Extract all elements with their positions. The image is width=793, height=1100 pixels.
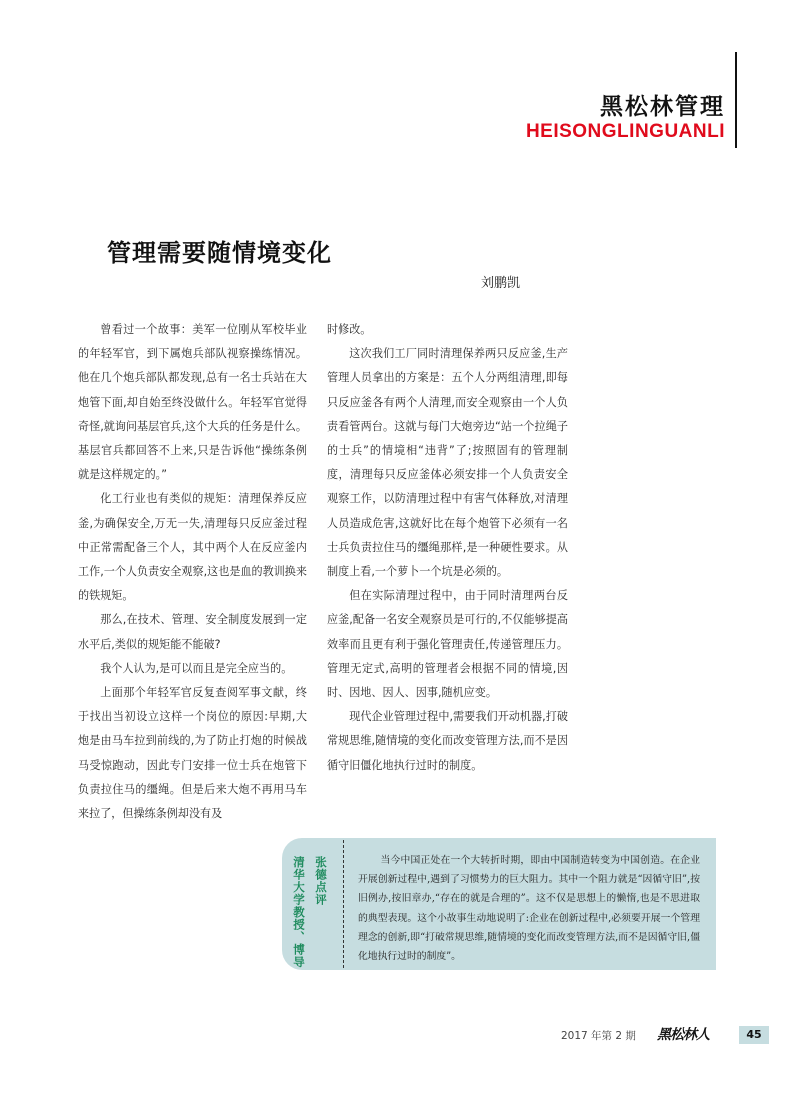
paragraph: 但在实际清理过程中，由于同时清理两台反应釜,配备一名安全观察员是可行的,不仅能够提高效率而且更有利于强化管理责任,传递管理压力。管理无定式,高明的管理者会根据不同的情境,因时、因地、因人、因事,随机应变。 <box>327 589 568 700</box>
page-footer <box>561 1026 771 1044</box>
comment-text: 当今中国正处在一个大转折时期，即由中国制造转变为中国创造。在企业开展创新过程中,遇到了习惯势力的巨大阻力。其中一个阻力就是“因循守旧”,按旧例办,按旧章办,“存在的就是合理的”。这不仅是思想上的懒惰,也是不思进取的典型表现。这个小故事生动地说明了:企业在创新过程中,必须要开展一个管理理念的创新,即“打破常规思维,随情境的变化而改变管理方法,而不是因循守旧,僵化地执行过时的制度”。 <box>358 855 700 963</box>
right-column <box>327 318 568 778</box>
section-rule <box>735 52 737 148</box>
paragraph: 那么,在技术、管理、安全制度发展到一定水平后,类似的规矩能不能破? <box>78 613 307 651</box>
comment-reviewer <box>289 856 337 969</box>
paragraph: 曾看过一个故事：美军一位刚从军校毕业的年轻军官，到下属炮兵部队视察操练情况。他在几个炮兵部队都发现,总有一名士兵站在大炮管下面,却自始至终没做什么。年轻军官觉得奇怪,就询问基层官兵,这个大兵的任务是什么。基层官兵都回答不上来,只是告诉他“操练条例就是这样规定的。” <box>78 323 307 482</box>
section-title: 黑松林管理 <box>600 94 725 120</box>
paragraph: 化工行业也有类似的规矩：清理保养反应釜,为确保安全,万无一失,清理每只反应釜过程中正常需配备三个人，其中两个人在反应釜内工作,一个人负责安全观察,这也是血的教训换来的铁规矩。 <box>78 492 307 603</box>
section-subtitle: HEISONGLINGUANLI <box>525 121 725 142</box>
paragraph: 上面那个年轻军官反复查阅军事文献，终于找出当初设立这样一个岗位的原因:早期,大炮是由马车拉到前线的,为了防止打炮的时候战马受惊跑动，因此专门安排一位士兵在炮管下负责拉住马的缰绳。但是后来大炮不再用马车来拉了，但操练条例却没有及 <box>78 686 307 821</box>
paragraph-continuation: 时修改。 <box>327 323 372 336</box>
reviewer-name: 张德点评 <box>314 856 328 906</box>
article-title: 管理需要随情境变化 <box>107 239 332 267</box>
paragraph: 我个人认为,是可以而且是完全应当的。 <box>100 661 293 675</box>
magazine-logo: 黑松林人 <box>657 1027 709 1043</box>
issue-label: 2017 年第 2 期 <box>561 1030 636 1042</box>
paragraph: 这次我们工厂同时清理保养两只反应釜,生产管理人员拿出的方案是：五个人分两组清理,即每只反应釜各有两个人清理,而安全观察由一个人负责看管两台。这就与每门大炮旁边“站一个拉绳子的士兵”的情境相“违背”了;按照固有的管理制度，清理每只反应釜体必须安排一个人负责安全观察工作，以防清理过程中有害气体释放,对清理人员造成危害,这就好比在每个炮管下必须有一名士兵负责拉住马的缰绳那样,是一种硬性要求。从制度上看,一个萝卜一个坑是必须的。 <box>327 347 568 579</box>
left-column <box>78 318 307 826</box>
reviewer-title: 清华大学教授、博导 <box>292 856 306 969</box>
article-author: 刘鹏凯 <box>481 276 521 291</box>
page-number: 45 <box>739 1026 769 1044</box>
paragraph: 现代企业管理过程中,需要我们开动机器,打破常规思维,随情境的变化而改变管理方法,而不是因循守旧僵化地执行过时的制度。 <box>327 710 568 772</box>
comment-divider <box>343 840 344 968</box>
